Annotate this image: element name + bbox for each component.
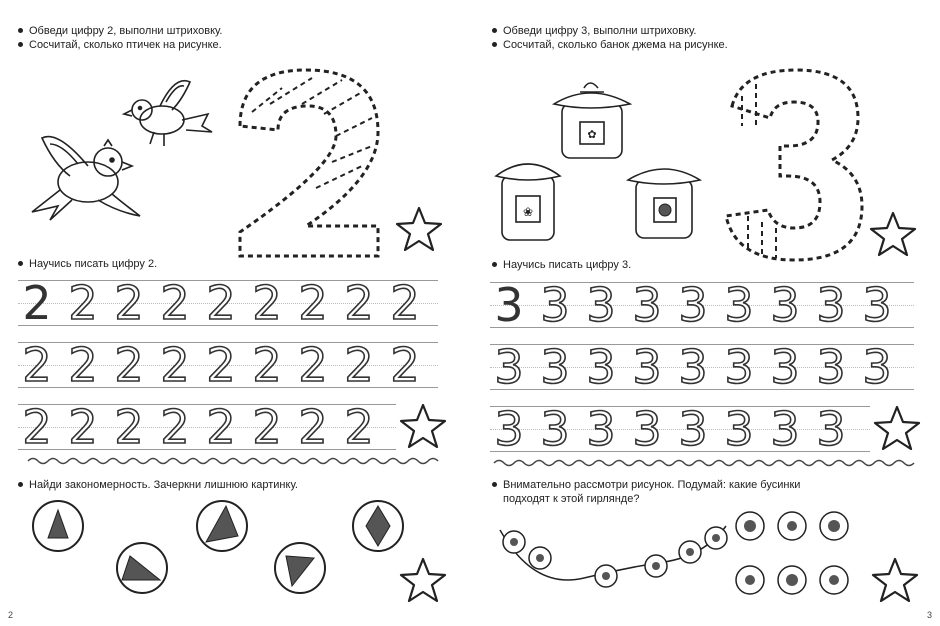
trace-digit[interactable]: 2 <box>160 400 190 454</box>
instruction-trace-2 <box>18 24 222 38</box>
writing-row-1 <box>490 278 914 332</box>
instruction-count-birds <box>18 38 222 52</box>
wave-divider <box>28 456 448 466</box>
trace-digit[interactable]: 3 <box>724 402 754 456</box>
page-number: 3 <box>926 610 932 620</box>
trace-digit[interactable]: 2 <box>298 400 328 454</box>
trace-digit[interactable]: 3 <box>678 278 708 332</box>
trace-digit[interactable]: 3 <box>540 402 570 456</box>
bullet-icon <box>18 28 23 33</box>
bullet-icon <box>18 261 23 266</box>
trace-digit[interactable]: 2 <box>22 338 52 392</box>
trace-digit[interactable]: 2 <box>206 338 236 392</box>
trace-digit[interactable]: 2 <box>252 338 282 392</box>
trace-digit[interactable]: 3 <box>494 402 524 456</box>
star-icon[interactable] <box>868 210 918 260</box>
trace-digit[interactable]: 3 <box>770 340 800 394</box>
trace-digit[interactable]: 3 <box>632 402 662 456</box>
trace-digit[interactable]: 3 <box>678 340 708 394</box>
garland-label-2 <box>503 492 639 506</box>
sample-digit: 3 <box>494 278 524 332</box>
trace-digit[interactable]: 3 <box>862 278 892 332</box>
trace-digit[interactable]: 3 <box>770 402 800 456</box>
trace-digit[interactable]: 2 <box>114 400 144 454</box>
instruction-text: Обведи цифру 2, выполни штриховку. <box>29 25 223 37</box>
writing-row-2 <box>18 338 438 392</box>
instruction-text: Сосчитай, сколько птичек на рисунке. <box>29 39 222 51</box>
star-icon[interactable] <box>398 556 448 606</box>
instruction-text: Обведи цифру 3, выполни штриховку. <box>503 25 697 37</box>
bullet-icon <box>492 28 497 33</box>
pattern-label <box>18 478 298 492</box>
trace-digit[interactable]: 3 <box>540 278 570 332</box>
trace-digit[interactable]: 3 <box>724 278 754 332</box>
trace-digit[interactable]: 2 <box>68 400 98 454</box>
trace-digit[interactable]: 3 <box>632 340 662 394</box>
bullet-icon <box>18 482 23 487</box>
bullet-icon <box>492 42 497 47</box>
garland-label-text: Внимательно рассмотри рисунок. Подумай: какие бусинки <box>503 479 801 491</box>
trace-digit[interactable]: 2 <box>344 400 374 454</box>
garland-label <box>492 478 800 492</box>
trace-digit[interactable]: 3 <box>862 340 892 394</box>
bird-icon <box>28 120 153 230</box>
trace-digit[interactable]: 2 <box>206 400 236 454</box>
trace-digit[interactable]: 3 <box>586 278 616 332</box>
learn-label <box>18 257 157 271</box>
trace-digit[interactable]: 3 <box>770 278 800 332</box>
writing-row-1 <box>18 276 438 330</box>
instruction-count-jars <box>492 38 728 52</box>
jam-jar-icon <box>490 146 570 246</box>
instruction-trace-3 <box>492 24 696 38</box>
trace-digit-2[interactable] <box>232 66 392 266</box>
right-page <box>470 0 940 626</box>
trace-digit[interactable]: 3 <box>724 340 754 394</box>
trace-digit[interactable]: 3 <box>816 278 846 332</box>
pattern-label-text: Найди закономерность. Зачеркни лишнюю картинку. <box>29 479 298 491</box>
trace-digit[interactable]: 2 <box>252 400 282 454</box>
star-icon[interactable] <box>398 402 448 452</box>
trace-digit[interactable]: 3 <box>494 340 524 394</box>
trace-digit[interactable]: 2 <box>160 338 190 392</box>
bead-options <box>732 508 882 608</box>
trace-digit[interactable]: 2 <box>252 276 282 330</box>
trace-digit[interactable]: 2 <box>22 400 52 454</box>
writing-row-3 <box>490 402 870 456</box>
writing-row-3 <box>18 400 396 454</box>
sample-digit: 2 <box>22 276 52 330</box>
svg-text:❀: ❀ <box>522 205 534 219</box>
trace-digit[interactable]: 2 <box>298 276 328 330</box>
pattern-circles <box>30 500 450 610</box>
trace-digit[interactable]: 3 <box>816 402 846 456</box>
trace-digit[interactable]: 2 <box>114 338 144 392</box>
trace-digit[interactable]: 3 <box>540 340 570 394</box>
trace-digit[interactable]: 2 <box>206 276 236 330</box>
trace-digit[interactable]: 2 <box>68 338 98 392</box>
bullet-icon <box>492 482 497 487</box>
trace-digit[interactable]: 2 <box>114 276 144 330</box>
learn-label-text: Научись писать цифру 2. <box>29 258 158 270</box>
learn-label-text: Научись писать цифру 3. <box>503 259 632 271</box>
bullet-icon <box>18 42 23 47</box>
writing-row-2 <box>490 340 914 394</box>
jam-jar-icon <box>620 154 710 244</box>
trace-digit[interactable]: 2 <box>344 338 374 392</box>
wave-divider <box>494 458 918 468</box>
trace-digit-3[interactable] <box>722 66 872 266</box>
trace-digit[interactable]: 3 <box>586 340 616 394</box>
bullet-icon <box>492 262 497 267</box>
trace-digit[interactable]: 2 <box>344 276 374 330</box>
star-icon[interactable] <box>872 404 922 454</box>
learn-label <box>492 258 631 272</box>
trace-digit[interactable]: 2 <box>68 276 98 330</box>
trace-digit[interactable]: 2 <box>390 276 420 330</box>
garland-label-text: подходят к этой гирлянде? <box>503 493 640 505</box>
star-icon[interactable] <box>870 556 920 606</box>
svg-text:✿: ✿ <box>587 128 597 141</box>
trace-digit[interactable]: 3 <box>586 402 616 456</box>
page-number: 2 <box>8 610 14 620</box>
trace-digit[interactable]: 3 <box>632 278 662 332</box>
instruction-text: Сосчитай, сколько банок джема на рисунке. <box>503 39 728 51</box>
star-icon[interactable] <box>394 205 444 255</box>
trace-digit[interactable]: 2 <box>390 338 420 392</box>
trace-digit[interactable]: 3 <box>816 340 846 394</box>
trace-digit[interactable]: 2 <box>160 276 190 330</box>
trace-digit[interactable]: 3 <box>678 402 708 456</box>
garland <box>494 520 734 610</box>
trace-digit[interactable]: 2 <box>298 338 328 392</box>
